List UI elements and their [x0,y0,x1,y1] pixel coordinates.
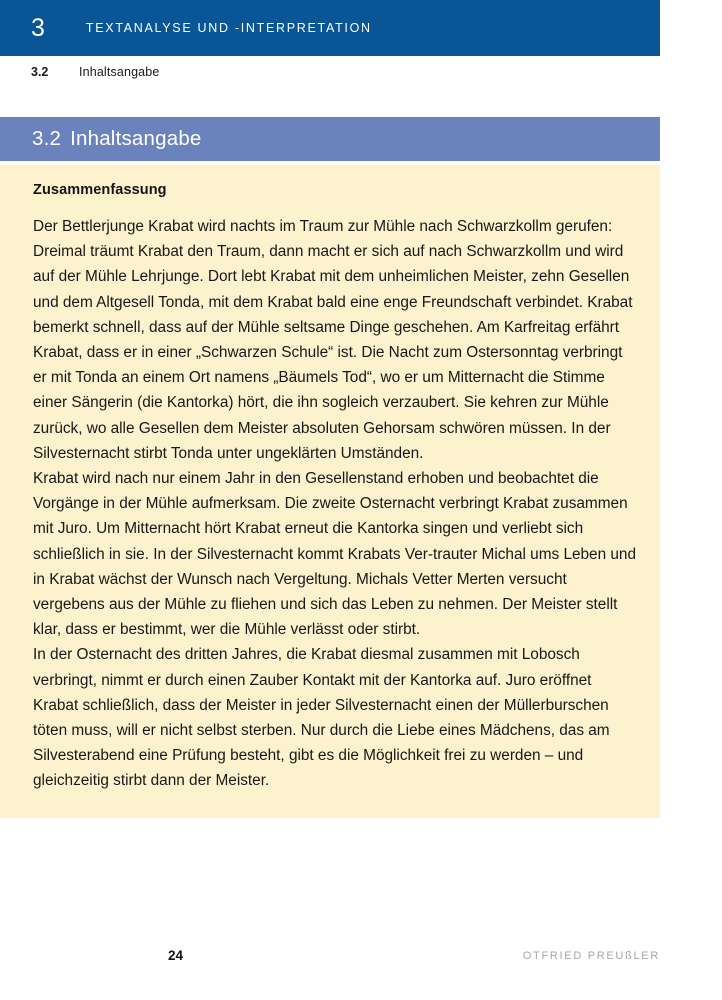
section-heading-bar [0,117,660,161]
summary-paragraph: In der Osternacht des dritten Jahres, die Krabat diesmal zusammen mit Lobosch verbringt, nimmt er durch einen Zauber Kontakt mit der Kantorka auf. Juro eröffnet Krabat schließlich, dass der Meister in jeder Silvesternacht einen der Müllerburschen töten muss, will er nicht selbst sterben. Nur durch die Liebe eines Mädchens, das am Silvesterabend eine Prüfung besteht, gibt es die Möglichkeit frei zu werden – und gleichzeitig stirbt dann der Meister. [33,646,610,790]
section-heading [32,127,202,151]
running-head-number: 3.2 [31,65,49,79]
section-heading-number: 3.2 [32,127,62,150]
page-number: 24 [168,948,184,963]
chapter-header-bar [0,0,660,56]
summary-paragraph: Der Bettlerjunge Krabat wird nachts im Traum zur Mühle nach Schwarzkollm gerufen: Dreimal träumt Krabat den Traum, dann macht er sich auf nach Schwarzkollm und wird auf der Mühle Lehrjunge. Dort lebt Krabat mit dem unheimlichen Meister, zehn Gesellen und dem Altgesell Tonda, mit dem Krabat bald eine enge Freundschaft verbindet. Krabat bemerkt schnell, dass auf der Mühle seltsame Dinge geschehen. Am Karfreitag erfährt Krabat, dass er in einer „Schwarzen Schule“ ist. Die Nacht zum Ostersonntag verbringt er mit Tonda an einem Ort namens „Bäumels Tod“, wo er um Mitternacht die Stimme einer Sängerin (die Kantorka) hört, die ihn sogleich verzaubert. Sie kehren zur Mühle zurück, wo alle Gesellen dem Meister absoluten Gehorsam schwören müssen. In der Silvesternacht stirbt Tonda unter ungeklärten Umständen. [33,218,633,462]
summary-heading: Zusammenfassung [33,182,167,198]
running-head [31,65,160,79]
summary-panel [0,165,660,818]
summary-paragraph: Krabat wird nach nur einem Jahr in den Gesellenstand erhoben und beobachtet die Vorgänge in der Mühle aufmerksam. Die zweite Osternacht verbringt Krabat zusammen mit Juro. Um Mitternacht hört Krabat erneut die Kantorka singen und verliebt sich schließlich in sie. In der Silvesternacht kommt Krabats Ver-trauter Michal ums Leben und in Krabat wächst der Wunsch nach Vergeltung. Michals Vetter Merten versucht vergebens aus der Mühle zu fliehen und sich das Leben zu nehmen. Der Meister stellt klar, dass er bestimmt, wer die Mühle verlässt oder stirbt. [33,470,637,639]
chapter-title: TEXTANALYSE UND -INTERPRETATION [85,21,372,35]
section-heading-label: Inhaltsangabe [70,127,202,150]
summary-body [33,214,640,794]
chapter-number: 3 [31,13,45,42]
footer-author: OTFRIED PREUßLER [522,950,660,962]
running-head-label: Inhaltsangabe [79,65,160,79]
page-footer [0,948,722,972]
